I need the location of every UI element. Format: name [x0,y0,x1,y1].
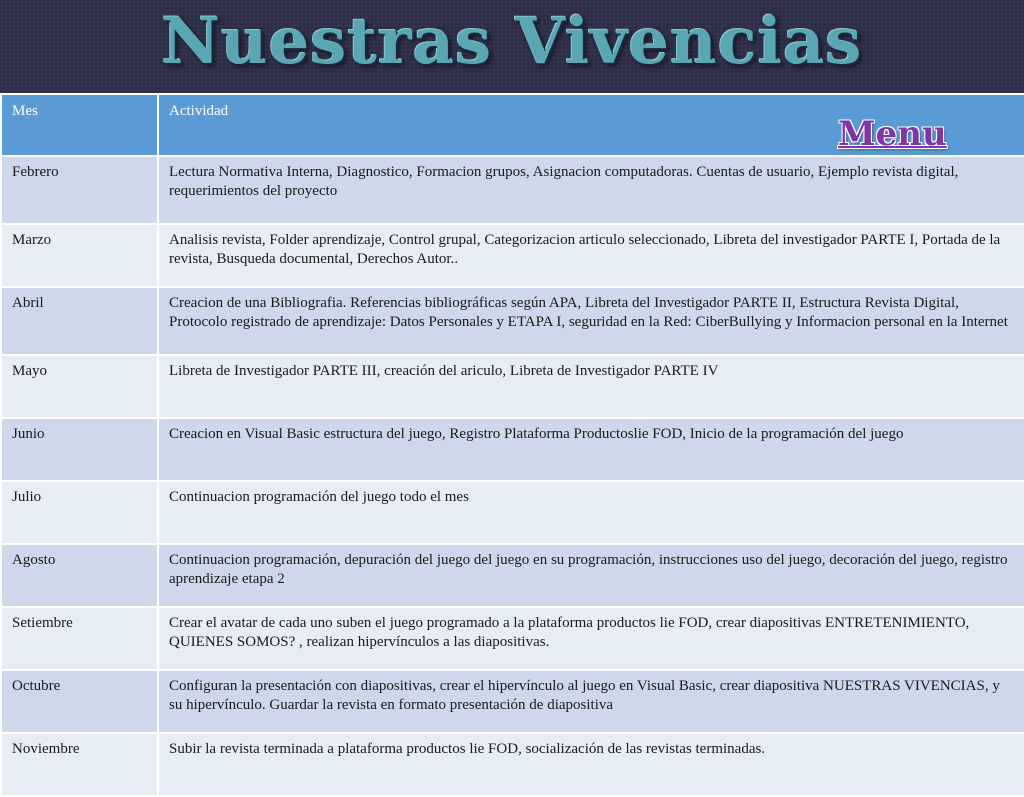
cell-mes: Octubre [1,670,158,733]
cell-actividad: Continuacion programación del juego todo el mes [158,481,1024,544]
cell-actividad: Continuacion programación, depuración del juego del juego en su programación, instrucciones uso del juego, decoración del juego, registro aprendizaje etapa 2 [158,544,1024,607]
table-row [1,607,1024,670]
cell-mes: Marzo [1,224,158,287]
cell-mes: Febrero [1,156,158,224]
cell-mes: Mayo [1,355,158,418]
table-row [1,733,1024,796]
table-row [1,355,1024,418]
table-row [1,287,1024,355]
cell-actividad: Subir la revista terminada a plataforma productos lie FOD, socialización de las revistas terminadas. [158,733,1024,796]
table-row [1,481,1024,544]
table-row [1,544,1024,607]
table-row [1,156,1024,224]
header-mes: Mes [1,94,158,156]
page-title: Nuestras Vivencias [161,4,863,79]
table-row [1,670,1024,733]
cell-mes: Noviembre [1,733,158,796]
cell-mes: Setiembre [1,607,158,670]
cell-actividad: Creacion de una Bibliografia. Referencias bibliográficas según APA, Libreta del Investigador PARTE II, Estructura Revista Digital, Protocolo registrado de aprendizaje: Datos Personales y ETAPA I, seguridad en la Red: CiberBullying y Informacion personal en la Internet [158,287,1024,355]
cell-mes: Abril [1,287,158,355]
cell-actividad: Libreta de Investigador PARTE III, creación del ariculo, Libreta de Investigador PARTE IV [158,355,1024,418]
title-banner [0,0,1024,93]
activity-table-container [0,93,1024,768]
cell-actividad: Configuran la presentación con diapositivas, crear el hipervínculo al juego en Visual Basic, crear diapositiva NUESTRAS VIVENCIAS, y su hipervínculo. Guardar la revista en formato presentación de diapositiva [158,670,1024,733]
table-row [1,418,1024,481]
menu-link[interactable]: Menu [838,114,947,154]
cell-actividad: Lectura Normativa Interna, Diagnostico, Formacion grupos, Asignacion computadoras. Cuentas de usuario, Ejemplo revista digital, requerimientos del proyecto [158,156,1024,224]
header-actividad: Actividad [158,94,1024,156]
cell-mes: Junio [1,418,158,481]
activity-table [0,93,1024,797]
cell-actividad: Creacion en Visual Basic estructura del juego, Registro Plataforma Productoslie FOD, Inicio de la programación del juego [158,418,1024,481]
cell-actividad: Crear el avatar de cada uno suben el juego programado a la plataforma productos lie FOD, crear diapositivas ENTRETENIMIENTO, QUIENES SOMOS? , realizan hipervínculos a las diapositivas. [158,607,1024,670]
table-row [1,224,1024,287]
cell-mes: Agosto [1,544,158,607]
cell-mes: Julio [1,481,158,544]
cell-actividad: Analisis revista, Folder aprendizaje, Control grupal, Categorizacion articulo seleccionado, Libreta del investigador PARTE I, Portada de la revista, Busqueda documental, Derechos Autor.. [158,224,1024,287]
